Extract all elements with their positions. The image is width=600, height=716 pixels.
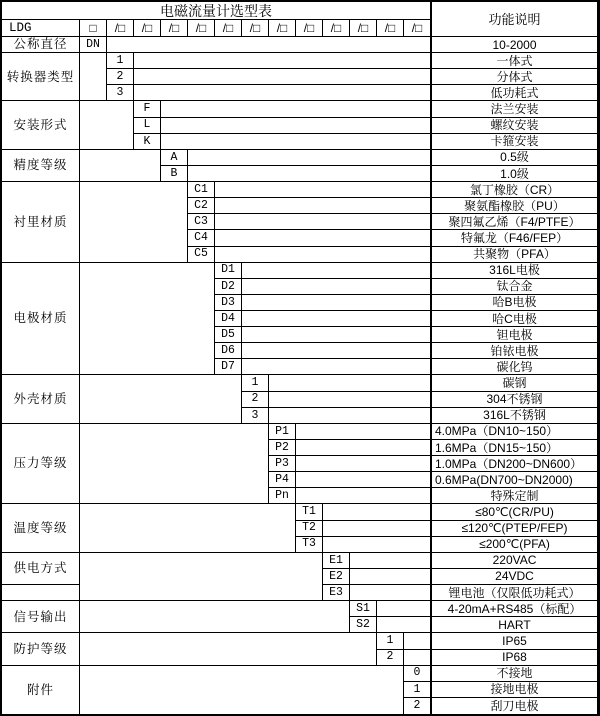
- model-slot: /□: [188, 20, 215, 37]
- spacer-cell: [323, 537, 431, 553]
- code-cell: 2: [242, 392, 269, 408]
- code-cell: 1: [242, 375, 269, 391]
- spacer-cell: [80, 666, 404, 714]
- desc-cell: 哈C电极: [431, 311, 598, 327]
- category-cell: 供电方式: [2, 553, 80, 585]
- desc-cell: 接地电极: [431, 682, 598, 698]
- desc-cell: 特氟龙（F46/FEP）: [431, 230, 598, 246]
- spacer-cell: [242, 311, 431, 327]
- code-cell: K: [134, 134, 161, 150]
- spacer-cell: [350, 553, 431, 569]
- desc-cell: 钽电极: [431, 327, 598, 343]
- desc-cell: 哈B电极: [431, 295, 598, 311]
- desc-cell: ≤80℃(CR/PU): [431, 504, 598, 520]
- desc-cell: 卡箍安装: [431, 134, 598, 150]
- desc-cell: 不接地: [431, 666, 598, 682]
- desc-cell: 钛合金: [431, 279, 598, 295]
- desc-cell: 刮刀电极: [431, 698, 598, 714]
- desc-cell: 0.5级: [431, 150, 598, 166]
- code-cell: P2: [269, 440, 296, 456]
- code-cell: Pn: [269, 488, 296, 504]
- desc-cell: 1.0级: [431, 166, 598, 182]
- desc-cell: 共聚物（PFA）: [431, 247, 598, 263]
- spacer-cell: [215, 198, 431, 214]
- desc-cell: ≤120℃(PTEP/FEP): [431, 521, 598, 537]
- spacer-cell: [80, 553, 323, 601]
- code-cell: D1: [215, 263, 242, 279]
- code-cell: 2: [377, 650, 404, 666]
- spacer-cell: [296, 456, 431, 472]
- code-cell: C5: [188, 247, 215, 263]
- desc-cell: 1.0MPa（DN200~DN600）: [431, 456, 598, 472]
- spacer-cell: [242, 327, 431, 343]
- spacer-cell: [134, 85, 431, 101]
- spacer-cell: [269, 392, 431, 408]
- table-title: 电磁流量计选型表: [2, 2, 431, 20]
- desc-cell: 24VDC: [431, 569, 598, 585]
- code-cell: C4: [188, 230, 215, 246]
- category-spacer-cell: [2, 585, 80, 601]
- category-cell: 外壳材质: [2, 375, 80, 423]
- code-cell: C3: [188, 214, 215, 230]
- spacer-cell: [80, 601, 350, 633]
- code-cell: T3: [296, 537, 323, 553]
- category-cell: 公称直径: [2, 37, 80, 53]
- desc-cell: 聚四氟乙烯（F4/PTFE）: [431, 214, 598, 230]
- code-cell: P1: [269, 424, 296, 440]
- desc-cell: 分体式: [431, 69, 598, 85]
- desc-cell: 聚氨酯橡胶（PU）: [431, 198, 598, 214]
- spacer-cell: [404, 633, 431, 649]
- model-slot: /□: [377, 20, 404, 37]
- spacer-cell: [188, 166, 431, 182]
- desc-cell: 碳钢: [431, 375, 598, 391]
- category-cell: 压力等级: [2, 424, 80, 505]
- spacer-cell: [377, 601, 431, 617]
- spacer-cell: [242, 263, 431, 279]
- spacer-cell: [215, 230, 431, 246]
- spacer-cell: [242, 295, 431, 311]
- desc-cell: 特殊定制: [431, 488, 598, 504]
- category-cell: 附件: [2, 666, 80, 714]
- category-cell: 温度等级: [2, 504, 80, 552]
- desc-cell: 316L电极: [431, 263, 598, 279]
- code-cell: 3: [242, 408, 269, 424]
- spacer-cell: [296, 440, 431, 456]
- code-cell: P4: [269, 472, 296, 488]
- spacer-cell: [323, 504, 431, 520]
- spacer-cell: [80, 375, 242, 423]
- spacer-cell: [215, 214, 431, 230]
- spacer-cell: [80, 150, 161, 182]
- code-cell: D2: [215, 279, 242, 295]
- desc-cell: 304不锈钢: [431, 392, 598, 408]
- category-cell: 信号输出: [2, 601, 80, 633]
- category-cell: 安装形式: [2, 101, 80, 149]
- code-cell: E3: [323, 585, 350, 601]
- code-cell: S2: [350, 617, 377, 633]
- desc-cell: 1.6MPa（DN15~150）: [431, 440, 598, 456]
- code-cell: E1: [323, 553, 350, 569]
- model-prefix: LDG: [2, 20, 80, 37]
- code-cell: T2: [296, 521, 323, 537]
- code-cell: D4: [215, 311, 242, 327]
- spacer-cell: [296, 424, 431, 440]
- model-slot: /□: [161, 20, 188, 37]
- code-cell: C1: [188, 182, 215, 198]
- desc-cell: ≤200℃(PFA): [431, 537, 598, 553]
- code-cell: 2: [404, 698, 431, 714]
- code-cell: B: [161, 166, 188, 182]
- code-cell: C2: [188, 198, 215, 214]
- code-cell: P3: [269, 456, 296, 472]
- spacer-cell: [80, 182, 188, 263]
- spacer-cell: [269, 375, 431, 391]
- desc-cell: 碳化钨: [431, 359, 598, 375]
- category-cell: 转换器类型: [2, 53, 80, 101]
- spacer-cell: [134, 53, 431, 69]
- model-slot: /□: [350, 20, 377, 37]
- code-cell: D5: [215, 327, 242, 343]
- code-cell: 3: [107, 85, 134, 101]
- code-cell: D6: [215, 343, 242, 359]
- desc-cell: 法兰安装: [431, 101, 598, 117]
- code-cell: DN: [80, 37, 107, 53]
- spacer-cell: [80, 504, 296, 552]
- spacer-cell: [107, 37, 431, 53]
- model-slot: /□: [107, 20, 134, 37]
- desc-cell: 铂铱电极: [431, 343, 598, 359]
- category-cell: 电极材质: [2, 263, 80, 376]
- code-cell: 2: [107, 69, 134, 85]
- spacer-cell: [215, 247, 431, 263]
- desc-cell: IP65: [431, 633, 598, 649]
- spacer-cell: [350, 585, 431, 601]
- code-cell: T1: [296, 504, 323, 520]
- function-header: 功能说明: [431, 2, 598, 37]
- code-cell: L: [134, 118, 161, 134]
- model-slot: /□: [215, 20, 242, 37]
- spacer-cell: [404, 650, 431, 666]
- model-slot: /□: [134, 20, 161, 37]
- spacer-cell: [80, 101, 134, 149]
- desc-cell: 螺纹安装: [431, 118, 598, 134]
- spacer-cell: [242, 359, 431, 375]
- category-cell: 精度等级: [2, 150, 80, 182]
- desc-cell: HART: [431, 617, 598, 633]
- desc-cell: 220VAC: [431, 553, 598, 569]
- spacer-cell: [80, 53, 107, 101]
- category-cell: 衬里材质: [2, 182, 80, 263]
- desc-cell: 低功耗式: [431, 85, 598, 101]
- code-cell: D7: [215, 359, 242, 375]
- spacer-cell: [134, 69, 431, 85]
- code-cell: F: [134, 101, 161, 117]
- spacer-cell: [80, 633, 377, 665]
- spacer-cell: [161, 118, 431, 134]
- spacer-cell: [296, 488, 431, 504]
- code-cell: 1: [404, 682, 431, 698]
- spacer-cell: [161, 134, 431, 150]
- spacer-cell: [242, 279, 431, 295]
- model-first-slot: □: [80, 20, 107, 37]
- desc-cell: 锂电池（仅限低功耗式）: [431, 585, 598, 601]
- desc-cell: 4.0MPa（DN10~150）: [431, 424, 598, 440]
- spacer-cell: [377, 617, 431, 633]
- spacer-cell: [161, 101, 431, 117]
- code-cell: D3: [215, 295, 242, 311]
- spacer-cell: [80, 263, 215, 376]
- desc-cell: 氯丁橡胶（CR）: [431, 182, 598, 198]
- model-slot: /□: [323, 20, 350, 37]
- desc-cell: 10-2000: [431, 37, 598, 53]
- code-cell: E2: [323, 569, 350, 585]
- spacer-cell: [188, 150, 431, 166]
- model-slot: /□: [404, 20, 431, 37]
- spacer-cell: [215, 182, 431, 198]
- category-cell: 防护等级: [2, 633, 80, 665]
- desc-cell: 316L不锈钢: [431, 408, 598, 424]
- model-slot: /□: [269, 20, 296, 37]
- model-slot: /□: [242, 20, 269, 37]
- model-slot: /□: [296, 20, 323, 37]
- spacer-cell: [80, 424, 269, 505]
- spacer-cell: [269, 408, 431, 424]
- code-cell: 1: [107, 53, 134, 69]
- desc-cell: IP68: [431, 650, 598, 666]
- desc-cell: 0.6MPa(DN700~DN2000): [431, 472, 598, 488]
- spacer-cell: [323, 521, 431, 537]
- code-cell: S1: [350, 601, 377, 617]
- desc-cell: 4-20mA+RS485（标配）: [431, 601, 598, 617]
- spacer-cell: [350, 569, 431, 585]
- spacer-cell: [242, 343, 431, 359]
- code-cell: 1: [377, 633, 404, 649]
- code-cell: A: [161, 150, 188, 166]
- spacer-cell: [296, 472, 431, 488]
- code-cell: 0: [404, 666, 431, 682]
- desc-cell: 一体式: [431, 53, 598, 69]
